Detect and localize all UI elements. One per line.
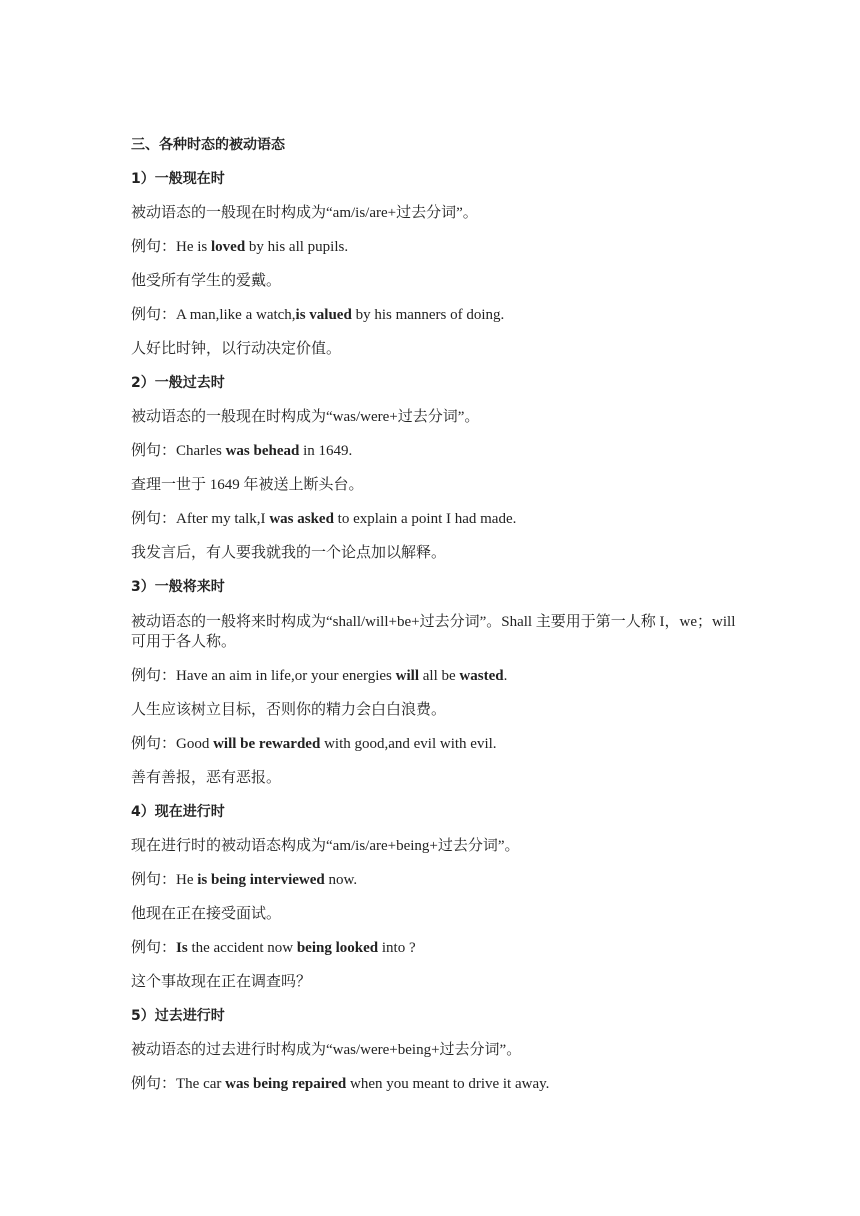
bold-text: is valued xyxy=(295,307,352,323)
text-segment: by his all pupils. xyxy=(245,239,349,255)
bold-text: will xyxy=(395,668,419,684)
bold-text: Is xyxy=(176,940,188,956)
document-body xyxy=(131,136,751,1109)
text-segment: 人生应该树立目标，否则你的精力会白白浪费。 xyxy=(131,702,447,718)
paragraph-line xyxy=(131,667,751,686)
bold-text: loved xyxy=(211,239,246,255)
text-segment: 被动语态的一般将来时构成为“shall/will+be+过去分词”。Shall 主要用于第一人称 I，we；will 可用于各人称。 xyxy=(131,614,736,650)
paragraph-line xyxy=(131,939,751,958)
text-segment: 3）一般将来时 xyxy=(131,579,225,595)
paragraph-line xyxy=(131,238,751,257)
subsection-heading xyxy=(131,578,751,597)
text-segment: 例句：Good xyxy=(131,736,214,752)
paragraph-line xyxy=(131,204,751,223)
text-segment: 人好比时钟，以行动决定价值。 xyxy=(131,341,342,357)
text-segment: 4）现在进行时 xyxy=(131,804,225,820)
text-segment: 5）过去进行时 xyxy=(131,1008,225,1024)
bold-text: was asked xyxy=(269,511,334,527)
paragraph-line xyxy=(131,442,751,461)
text-segment: 他受所有学生的爱戴。 xyxy=(131,273,282,289)
text-segment: all be xyxy=(419,668,460,684)
bold-text: was behead xyxy=(225,443,300,459)
paragraph-line xyxy=(131,340,751,359)
text-segment: 被动语态的过去进行时构成为“was/were+being+过去分词”。 xyxy=(131,1042,522,1058)
text-segment: in 1649. xyxy=(299,443,353,459)
paragraph-line xyxy=(131,701,751,720)
text-segment: when you meant to drive it away. xyxy=(346,1076,550,1092)
text-segment: 例句：A man,like a watch, xyxy=(131,307,296,323)
bold-text: being looked xyxy=(296,940,379,956)
paragraph-line xyxy=(131,837,751,856)
text-segment: 2）一般过去时 xyxy=(131,375,225,391)
text-segment: 例句：Charles xyxy=(131,443,226,459)
text-segment: into ? xyxy=(378,940,416,956)
text-segment: 他现在正在接受面试。 xyxy=(131,906,282,922)
paragraph-line xyxy=(131,1075,751,1094)
paragraph-line xyxy=(131,306,751,325)
paragraph-line xyxy=(131,272,751,291)
paragraph-line xyxy=(131,735,751,754)
text-segment: 例句：After my talk,I xyxy=(131,511,270,527)
subsection-heading xyxy=(131,170,751,189)
subsection-heading xyxy=(131,803,751,822)
text-segment: 例句：Have an aim in life,or your energies xyxy=(131,668,396,684)
paragraph-line xyxy=(131,476,751,495)
text-segment: 例句： xyxy=(131,940,177,956)
paragraph-line xyxy=(131,612,751,652)
section-title: 三、各种时态的被动语态 xyxy=(131,137,285,153)
text-segment: 例句：The car xyxy=(131,1076,226,1092)
text-segment: 查理一世于 1649 年被送上断头台。 xyxy=(131,477,364,493)
bold-text: was being repaired xyxy=(225,1076,347,1092)
text-segment: 例句：He is xyxy=(131,239,211,255)
text-segment: 我发言后，有人要我就我的一个论点加以解释。 xyxy=(131,545,447,561)
subsection-heading xyxy=(131,1007,751,1026)
paragraph-line xyxy=(131,510,751,529)
text-segment: 善有善报，恶有恶报。 xyxy=(131,770,282,786)
text-segment: by his manners of doing. xyxy=(351,307,505,323)
paragraph-line xyxy=(131,769,751,788)
text-segment: 现在进行时的被动语态构成为“am/is/are+being+过去分词”。 xyxy=(131,838,520,854)
text-segment: 被动语态的一般现在时构成为“was/were+过去分词”。 xyxy=(131,409,480,425)
subsection-heading xyxy=(131,374,751,393)
text-segment: 被动语态的一般现在时构成为“am/is/are+过去分词”。 xyxy=(131,205,478,221)
text-segment: now. xyxy=(324,872,358,888)
paragraph-line xyxy=(131,408,751,427)
text-segment: 1）一般现在时 xyxy=(131,171,225,187)
paragraph-line xyxy=(131,1041,751,1060)
paragraph-line xyxy=(131,905,751,924)
paragraph-line xyxy=(131,544,751,563)
bold-text: will be rewarded xyxy=(213,736,321,752)
bold-text: wasted xyxy=(459,668,504,684)
paragraph-line xyxy=(131,871,751,890)
text-segment: the accident now xyxy=(187,940,297,956)
text-segment: with good,and evil with evil. xyxy=(320,736,497,752)
text-segment: . xyxy=(503,668,508,684)
text-segment: 这个事故现在正在调查吗？ xyxy=(131,974,312,990)
text-segment: 例句：He xyxy=(131,872,198,888)
text-segment: to explain a point I had made. xyxy=(333,511,517,527)
bold-text: is being interviewed xyxy=(197,872,325,888)
paragraph-line xyxy=(131,973,751,992)
